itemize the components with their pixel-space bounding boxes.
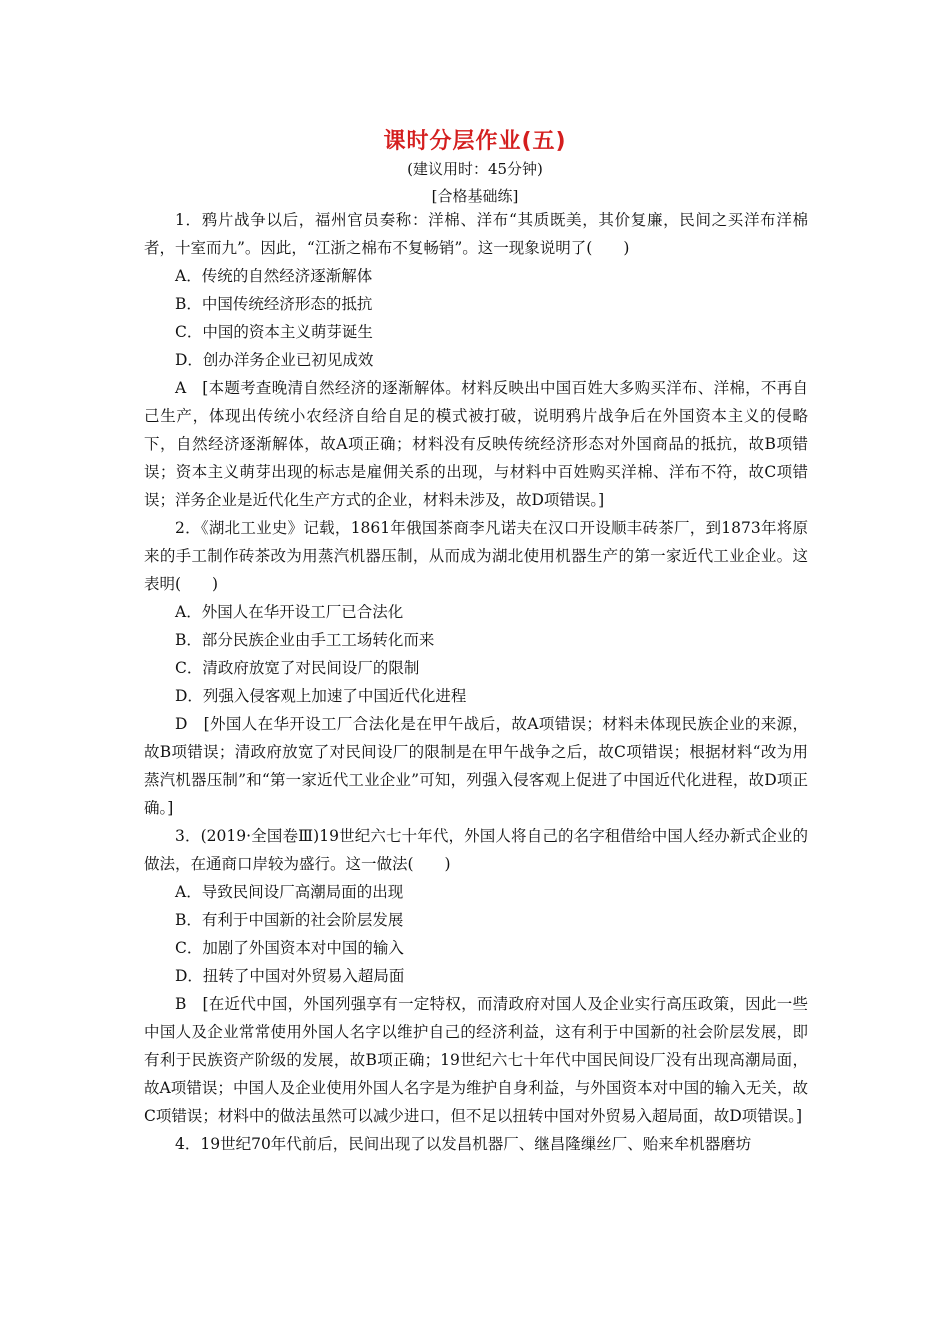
option-a: A．导致民间设厂高潮局面的出现 [175,883,404,901]
answer-explanation: A [本题考查晚清自然经济的逐渐解体。材料反映出中国百姓大多购买洋布、洋棉，不再自己生产，体现出传统小农经济自给自足的模式被打破，说明鸦片战争后在外国资本主义的侵略下，自然经济逐渐解体，故A项正确；材料没有反映传统经济形态对外国商品的抵抗，故B项错误；资本主义萌芽出现的标志是雇佣关系的出现，与材料中百姓购买洋棉、洋布不符，故C项错误；洋务企业是近代化生产方式的企业，材料未涉及，故D项错误。] [144,379,808,509]
option-b: B．部分民族企业由手工工场转化而来 [175,631,435,649]
time-suggestion: (建议用时：45分钟) [407,160,543,178]
answer-explanation: B [在近代中国，外国列强享有一定特权，而清政府对国人及企业实行高压政策，因此一些中国人及企业常常使用外国人名字以维护自己的经济利益，这有利于中国新的社会阶层发展，即有利于民族资产阶级的发展，故B项正确；19世纪六七十年代中国民间设厂没有出现高潮局面，故A项错误；中国人及企业使用外国人名字是为维护自身利益，与外国资本对中国的输入无关，故C项错误；材料中的做法虽然可以减少进口，但不足以扭转中国对外贸易入超局面，故D项错误。] [144,995,808,1125]
option-a: A．传统的自然经济逐渐解体 [175,267,373,285]
question-2 [144,514,808,822]
option-c: C．加剧了外国资本对中国的输入 [175,939,404,957]
option-c: C．中国的资本主义萌芽诞生 [175,323,373,341]
question-stem: 2．《湖北工业史》记载，1861年俄国茶商李凡诺夫在汉口开设顺丰砖茶厂，到1873年将原来的手工制作砖茶改为用蒸汽机器压制，从而成为湖北使用机器生产的第一家近代工业企业。这表明( ) [144,519,808,593]
option-c: C．清政府放宽了对民间设厂的限制 [175,659,420,677]
option-a: A．外国人在华开设工厂已合法化 [175,603,404,621]
option-b: B．中国传统经济形态的抵抗 [175,295,373,313]
question-3 [144,822,808,1130]
option-d: D．扭转了中国对外贸易入超局面 [175,967,405,985]
question-stem: 4．19世纪70年代前后，民间出现了以发昌机器厂、继昌隆缫丝厂、贻来牟机器磨坊 [175,1135,752,1153]
section-heading: [合格基础练] [431,187,519,205]
page-title: 课时分层作业(五) [383,129,567,154]
option-d: D．创办洋务企业已初见成效 [175,351,374,369]
question-stem: 3．(2019·全国卷Ⅲ)19世纪六七十年代，外国人将自己的名字租借给中国人经办新式企业的做法，在通商口岸较为盛行。这一做法( ) [144,827,808,873]
question-list [144,206,808,1158]
question-stem: 1．鸦片战争以后，福州官员奏称：洋棉、洋布“其质既美，其价复廉，民间之买洋布洋棉者，十室而九”。因此，“江浙之棉布不复畅销”。这一现象说明了( ) [144,211,808,257]
question-1 [144,206,808,514]
question-4 [144,1130,808,1158]
answer-explanation: D [外国人在华开设工厂合法化是在甲午战后，故A项错误；材料未体现民族企业的来源，故B项错误；清政府放宽了对民间设厂的限制是在甲午战争之后，故C项错误；根据材料“改为用蒸汽机器压制”和“第一家近代工业企业”可知，列强入侵客观上促进了中国近代化进程，故D项正确。] [144,715,808,817]
option-d: D．列强入侵客观上加速了中国近代化进程 [175,687,467,705]
option-b: B．有利于中国新的社会阶层发展 [175,911,404,929]
